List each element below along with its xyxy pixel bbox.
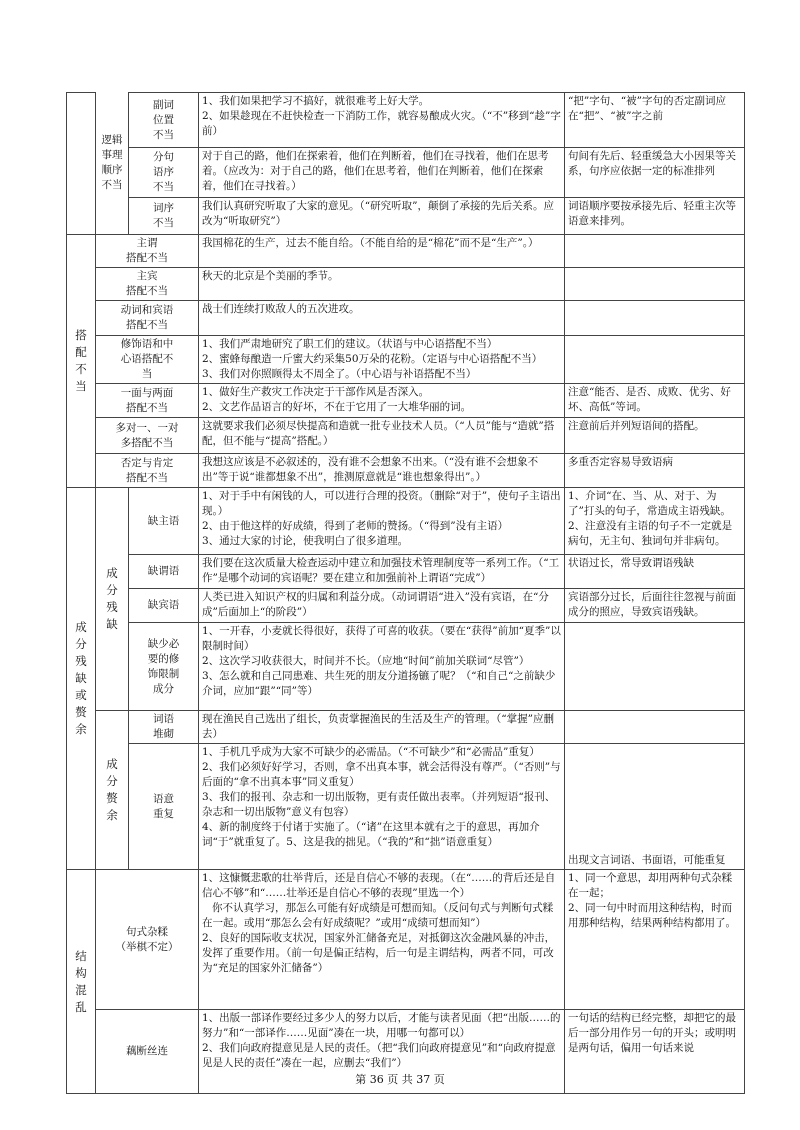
example-cell: 战士们连续打败敌人的五次进攻。 — [199, 301, 565, 336]
note-cell: “把”字句、“被”字句的否定副词应在“把”、“被”字之前 — [565, 93, 745, 148]
subtype-cell: 动词和宾语 搭配不当 — [96, 301, 199, 336]
table-row — [67, 198, 745, 235]
subtype-cell: 副词 位置 不当 — [129, 93, 199, 148]
group-cell: 成 分 残 缺 — [96, 488, 129, 711]
category-cell — [67, 93, 96, 235]
table-row — [67, 148, 745, 198]
subtype-cell: 缺谓语 — [129, 555, 199, 589]
example-cell: 我国棉花的生产，过去不能自给。（不能自给的是“棉花”而不是“生产”。） — [199, 235, 565, 268]
subtype-cell: 修饰语和中 心语搭配不 当 — [96, 336, 199, 384]
subtype-cell: 藕断丝连 — [96, 1010, 199, 1094]
example-cell: 1、我们如果把学习不搞好，就很难考上好大学。 2、如果趁现在不赶快检查一下消防工作，就容易酿成火灾。（“不”移到“趁”字前） — [199, 93, 565, 148]
example-cell: 1、这慷慨悲歌的壮举背后，还是自信心不够的表现。（在“……的背后还是自信心不够”和“……壮举还是自信心不够的表现”里选一个） 你不认真学习，那怎么可能有好成绩是可想而知。（反问句式与判断句式糅在一起。或用“那怎么会有好成绩呢？”或用“成绩可想而知”） 2、良好的国际收支状况，国家外汇储备充足，对抵御这次金融风暴的冲击，发挥了重要作用。（前一句是偏正结构，后一句是主谓结构，两者不同，可改为“充足的国家外汇储备”） — [199, 870, 565, 1010]
subtype-cell: 语意 重复 — [129, 744, 199, 870]
note-cell: 1、同一个意思，却用两种句式杂糅在一起； 2、同一句中时而用这种结构，时而用那种结构，结果两种结构都用了。 — [565, 870, 745, 1010]
subtype-cell: 一面与两面 搭配不当 — [96, 384, 199, 418]
subtype-cell: 缺主语 — [129, 488, 199, 555]
example-cell: 1、对于手中有闲钱的人，可以进行合理的投资。（删除“对于”，使句子主语出现。） 2、由于他这样的好成绩，得到了老师的赞扬。（“得到”没有主语） 3、通过大家的讨论，使我明白了很多道理。 — [199, 488, 565, 555]
note-cell: 宾语部分过长，后面往往忽视与前面成分的照应，导致宾语残缺。 — [565, 589, 745, 623]
subtype-cell: 缺宾语 — [129, 589, 199, 623]
document-page — [66, 92, 744, 1094]
table-row — [67, 454, 745, 488]
note-cell — [565, 336, 745, 384]
note-cell — [565, 235, 745, 268]
table-row — [67, 235, 745, 268]
category-cell: 结 构 混 乱 — [67, 870, 96, 1094]
subtype-cell: 否定与肯定 搭配不当 — [96, 454, 199, 488]
example-cell: 现在渔民自己选出了组长，负责掌握渔民的生活及生产的管理。（“掌握”应删去） — [199, 711, 565, 744]
table-row — [67, 418, 745, 454]
subtype-cell: 主谓 搭配不当 — [96, 235, 199, 268]
example-cell: 1、我们严肃地研究了职工们的建议。（状语与中心语搭配不当） 2、蜜蜂每酿造一斤蜜大约采集50万朵的花粉。（定语与中心语搭配不当） 3、我们对你照顾得太不周全了。（中心语与补语搭配不当） — [199, 336, 565, 384]
table-row — [67, 711, 745, 744]
note-cell: 词语顺序要按承接先后、轻重主次等语意来排列。 — [565, 198, 745, 235]
note-cell — [565, 711, 745, 744]
group-cell: 逻辑 事理 顺序 不当 — [96, 93, 129, 235]
example-cell: 人类已进入知识产权的归属和利益分成。（动词谓语“进入”没有宾语，在“分成”后面加上“的阶段”） — [199, 589, 565, 623]
page-footer: 第 36 页 共 37 页 — [355, 1073, 445, 1086]
example-cell: 对于自己的路，他们在探索着，他们在判断着，他们在寻找着，他们在思考着。（应改为：对于自己的路，他们在思考着，他们在判断着，他们在探索着，他们在寻找着。） — [199, 148, 565, 198]
note-cell: 注意前后并列短语间的搭配。 — [565, 418, 745, 454]
table-row — [67, 488, 745, 555]
subtype-cell: 分句 语序 不当 — [129, 148, 199, 198]
example-cell: 秋天的北京是个美丽的季节。 — [199, 268, 565, 301]
note-cell: 多重否定容易导致语病 — [565, 454, 745, 488]
note-cell: 注意“能否、是否、成败、优劣、好坏、高低”等词。 — [565, 384, 745, 418]
example-cell: 1、做好生产救灾工作决定于干部作风是否深入。 2、文艺作品语言的好坏，不在于它用了一大堆华丽的词。 — [199, 384, 565, 418]
example-cell: 我们认真研究听取了大家的意见。（“研究听取”，颠倒了承接的先后关系。应改为“听取研究”） — [199, 198, 565, 235]
example-cell: 这就要求我们必须尽快提高和造就一批专业技术人员。（“人员”能与“造就”搭配，但不能与“提高”搭配。） — [199, 418, 565, 454]
subtype-cell: 多对一、一对 多搭配不当 — [96, 418, 199, 454]
category-cell: 搭 配 不 当 — [67, 235, 96, 488]
note-cell: 1、介词“在、当、从、对于、为了”打头的句子，常造成主语残缺。 2、注意没有主语的句子不一定就是病句，无主句、独词句并非病句。 — [565, 488, 745, 555]
example-cell: 我想这应该是不必叙述的，没有谁不会想象不出来。（“没有谁不会想象不出”等于说“谁都想象不出”，推测原意就是“谁也想象得出”。） — [199, 454, 565, 488]
note-cell: 句间有先后、轻重缓急大小因果等关系，句序应依据一定的标准排列 — [565, 148, 745, 198]
table-row — [67, 623, 745, 711]
table-row — [67, 555, 745, 589]
subtype-cell: 缺少必 要的修 饰限制 成分 — [129, 623, 199, 711]
note-cell: 状语过长，常导致谓语残缺 — [565, 555, 745, 589]
category-cell: 成 分 残 缺 或 赘 余 — [67, 488, 96, 870]
example-cell: 我们要在这次质量大检查运动中建立和加强技术管理制度等一系列工作。（“工作”是哪个动词的宾语呢？要在建立和加强前补上谓语“完成”） — [199, 555, 565, 589]
table-row — [67, 744, 745, 870]
note-cell — [565, 623, 745, 711]
subtype-cell: 主宾 搭配不当 — [96, 268, 199, 301]
note-cell — [565, 268, 745, 301]
table-row — [67, 301, 745, 336]
note-cell: 一句话的结构已经完整，却把它的最后一部分用作另一句的开头；或明明是两句话，偏用一句话来说 — [565, 1010, 745, 1094]
note-cell — [565, 301, 745, 336]
example-cell: 1、出版一部译作要经过多少人的努力以后，才能与读者见面（把“出版……的努力”和“一部译作……见面”凑在一块，用哪一句都可以） 2、我们向政府提意见是人民的责任。（把“我们向政府提意见”和“向政府提意见是人民的责任”凑在一起，应删去“我们”） — [199, 1010, 565, 1094]
table-row — [67, 870, 745, 1010]
example-cell: 1、手机几乎成为大家不可缺少的必需品。（“不可缺少”和“必需品”重复） 2、我们必须好好学习，否则，拿不出真本事，就会活得没有尊严。（“否则”与后面的“拿不出真本事”同义重复） 3、我们的报刊、杂志和一切出版物，更有责任做出表率。（并列短语“报刊、杂志和一切出版物”意义有包容） 4、新的制度终于付诸于实施了。（“诸”在这里本就有之于的意思，再加介词“于”就重复了。5、这是我的拙见。（“我的”和“拙”语意重复） — [199, 744, 565, 870]
table-row — [67, 268, 745, 301]
table-row — [67, 336, 745, 384]
subtype-cell: 词语 堆砌 — [129, 711, 199, 744]
table-row — [67, 589, 745, 623]
note-cell: 出现文言词语、书面语，可能重复 — [565, 744, 745, 870]
subtype-cell: 词序 不当 — [129, 198, 199, 235]
grammar-error-table — [66, 92, 745, 1094]
table-row — [67, 384, 745, 418]
subtype-cell: 句式杂糅 （举棋不定） — [96, 870, 199, 1010]
example-cell: 1、一开春，小麦就长得很好，获得了可喜的收获。（要在“获得”前加“夏季”以限制时间） 2、这次学习收获很大，时间并不长。（应地“时间”前加关联词“尽管”） 3、怎么就和自己同患难、共生死的朋友分道扬镳了呢？（“和自己“之前缺少介词，应加“跟”“同”等） — [199, 623, 565, 711]
table-row — [67, 93, 745, 148]
group-cell: 成 分 赘 余 — [96, 711, 129, 870]
